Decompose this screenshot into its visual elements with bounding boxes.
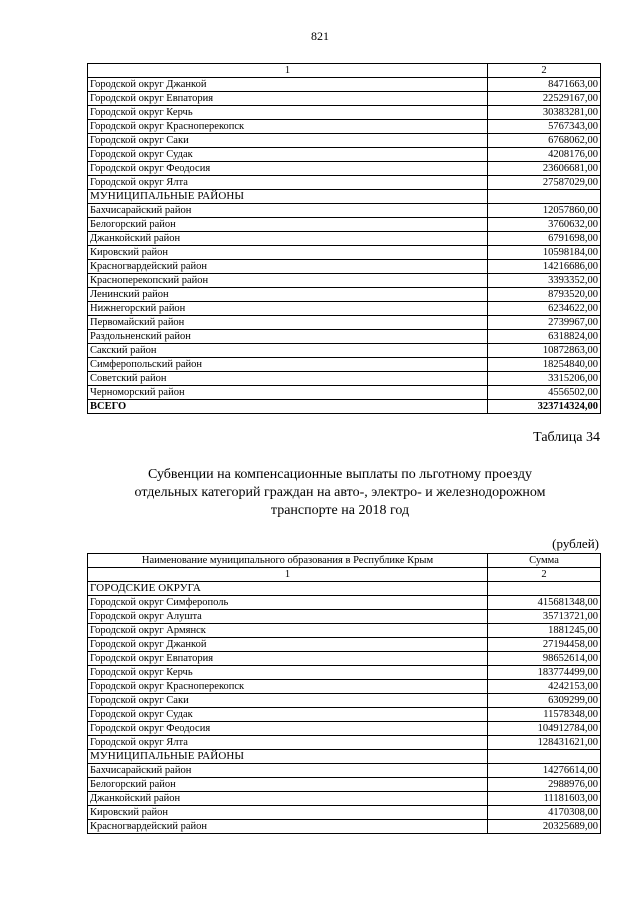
row-value: 128431621,00 xyxy=(488,736,601,750)
table-row xyxy=(88,148,601,162)
row-name: Городской округ Симферополь xyxy=(88,596,488,610)
row-value xyxy=(488,582,601,596)
row-value: 30383281,00 xyxy=(488,106,601,120)
row-value: 12057860,00 xyxy=(488,204,601,218)
row-name: Городской округ Саки xyxy=(88,694,488,708)
row-name: Городской округ Саки xyxy=(88,134,488,148)
currency-unit: (рублей) xyxy=(552,536,599,551)
table-row xyxy=(88,680,601,694)
table-row xyxy=(88,358,601,372)
table-row xyxy=(88,596,601,610)
section-header-row xyxy=(88,190,601,204)
column-header-sum: Сумма xyxy=(488,554,601,568)
table-column-numbers-row xyxy=(88,568,601,582)
row-name: Нижнегорский район xyxy=(88,302,488,316)
table-row xyxy=(88,694,601,708)
row-value: 4242153,00 xyxy=(488,680,601,694)
row-name: Красногвардейский район xyxy=(88,820,488,834)
table-row xyxy=(88,106,601,120)
row-name: Городской округ Судак xyxy=(88,708,488,722)
row-value: 6234622,00 xyxy=(488,302,601,316)
row-name: Сакский район xyxy=(88,344,488,358)
table-row xyxy=(88,288,601,302)
row-value: 22529167,00 xyxy=(488,92,601,106)
table-row xyxy=(88,722,601,736)
section-header-row xyxy=(88,750,601,764)
row-value: 1881245,00 xyxy=(488,624,601,638)
row-value: 183774499,00 xyxy=(488,666,601,680)
row-value: 104912784,00 xyxy=(488,722,601,736)
row-name: Городской округ Красноперекопск xyxy=(88,120,488,134)
row-value xyxy=(488,190,601,204)
table-row xyxy=(88,820,601,834)
table-row xyxy=(88,736,601,750)
row-value: 323714324,00 xyxy=(488,400,601,414)
row-value: 35713721,00 xyxy=(488,610,601,624)
row-value: 98652614,00 xyxy=(488,652,601,666)
row-name: Белогорский район xyxy=(88,218,488,232)
row-value: 4170308,00 xyxy=(488,806,601,820)
row-name: Советский район xyxy=(88,372,488,386)
row-name: Городской округ Ялта xyxy=(88,176,488,190)
table-row xyxy=(88,806,601,820)
row-value: 3760632,00 xyxy=(488,218,601,232)
row-value: 23606681,00 xyxy=(488,162,601,176)
row-name: Городской округ Судак xyxy=(88,148,488,162)
table-row xyxy=(88,316,601,330)
row-value: 6791698,00 xyxy=(488,232,601,246)
row-value: 14216686,00 xyxy=(488,260,601,274)
table-row xyxy=(88,274,601,288)
row-name: Черноморский район xyxy=(88,386,488,400)
row-name: Джанкойский район xyxy=(88,792,488,806)
page-number: 821 xyxy=(311,29,329,43)
row-name: Городской округ Армянск xyxy=(88,624,488,638)
row-name: Городской округ Евпатория xyxy=(88,652,488,666)
row-value: 27587029,00 xyxy=(488,176,601,190)
section-header-row xyxy=(88,582,601,596)
table-row xyxy=(88,372,601,386)
table-column-numbers-row xyxy=(88,64,601,78)
table-continued xyxy=(87,63,601,414)
table-row xyxy=(88,764,601,778)
table-row xyxy=(88,302,601,316)
table-row xyxy=(88,176,601,190)
row-name: Городской округ Феодосия xyxy=(88,162,488,176)
subventions-table xyxy=(87,553,601,834)
row-value: 6768062,00 xyxy=(488,134,601,148)
column-number-2: 2 xyxy=(488,64,601,78)
row-value: 6318824,00 xyxy=(488,330,601,344)
row-name: Джанкойский район xyxy=(88,232,488,246)
row-name: Первомайский район xyxy=(88,316,488,330)
table-row xyxy=(88,162,601,176)
table-row xyxy=(88,120,601,134)
table-row xyxy=(88,638,601,652)
title-line: транспорте на 2018 год xyxy=(270,503,410,518)
row-name: Городской округ Евпатория xyxy=(88,92,488,106)
row-name: МУНИЦИПАЛЬНЫЕ РАЙОНЫ xyxy=(88,750,488,764)
row-value: 6309299,00 xyxy=(488,694,601,708)
row-value xyxy=(488,750,601,764)
table-row xyxy=(88,778,601,792)
title-line: Субвенции на компенсационные выплаты по льготному проезду xyxy=(147,467,532,482)
row-name: Кировский район xyxy=(88,246,488,260)
row-name: Городской округ Джанкой xyxy=(88,78,488,92)
table-row xyxy=(88,344,601,358)
column-number-1: 1 xyxy=(88,568,488,582)
table-row xyxy=(88,330,601,344)
table-row xyxy=(88,78,601,92)
table-row xyxy=(88,92,601,106)
row-name: Бахчисарайский район xyxy=(88,204,488,218)
row-value: 18254840,00 xyxy=(488,358,601,372)
row-value: 8793520,00 xyxy=(488,288,601,302)
table-row xyxy=(88,218,601,232)
row-value: 11578348,00 xyxy=(488,708,601,722)
row-name: Городской округ Ялта xyxy=(88,736,488,750)
row-value: 8471663,00 xyxy=(488,78,601,92)
column-number-2: 2 xyxy=(488,568,601,582)
row-name: Симферопольский район xyxy=(88,358,488,372)
table-row xyxy=(88,386,601,400)
row-name: Городской округ Алушта xyxy=(88,610,488,624)
table-row xyxy=(88,624,601,638)
row-value: 11181603,00 xyxy=(488,792,601,806)
row-name: Бахчисарайский район xyxy=(88,764,488,778)
row-value: 3315206,00 xyxy=(488,372,601,386)
row-value: 10872863,00 xyxy=(488,344,601,358)
row-value: 14276614,00 xyxy=(488,764,601,778)
column-number-1: 1 xyxy=(88,64,488,78)
table-row xyxy=(88,232,601,246)
row-value: 27194458,00 xyxy=(488,638,601,652)
row-value: 4556502,00 xyxy=(488,386,601,400)
table-row xyxy=(88,610,601,624)
row-name: Городской округ Джанкой xyxy=(88,638,488,652)
table-title xyxy=(80,466,600,520)
table-row xyxy=(88,666,601,680)
row-value: 3393352,00 xyxy=(488,274,601,288)
table-header-row xyxy=(88,554,601,568)
row-name: Красногвардейский район xyxy=(88,260,488,274)
title-line: отдельных категорий граждан на авто-, электро- и железнодорожном xyxy=(134,485,546,500)
row-value: 5767343,00 xyxy=(488,120,601,134)
row-value: 20325689,00 xyxy=(488,820,601,834)
table-row xyxy=(88,708,601,722)
table-row xyxy=(88,134,601,148)
table-row xyxy=(88,260,601,274)
row-name: Городской округ Керчь xyxy=(88,106,488,120)
row-name: Городской округ Красноперекопск xyxy=(88,680,488,694)
table-row xyxy=(88,204,601,218)
row-name: Кировский район xyxy=(88,806,488,820)
row-name: Белогорский район xyxy=(88,778,488,792)
table-row xyxy=(88,792,601,806)
row-name: Раздольненский район xyxy=(88,330,488,344)
table-label: Таблица 34 xyxy=(533,430,600,445)
row-name: Ленинский район xyxy=(88,288,488,302)
total-row xyxy=(88,400,601,414)
row-name: Городской округ Керчь xyxy=(88,666,488,680)
row-name: Городской округ Феодосия xyxy=(88,722,488,736)
row-name: МУНИЦИПАЛЬНЫЕ РАЙОНЫ xyxy=(88,190,488,204)
row-value: 415681348,00 xyxy=(488,596,601,610)
row-name: Красноперекопский район xyxy=(88,274,488,288)
row-value: 2988976,00 xyxy=(488,778,601,792)
row-value: 4208176,00 xyxy=(488,148,601,162)
row-value: 2739967,00 xyxy=(488,316,601,330)
row-name: ГОРОДСКИЕ ОКРУГА xyxy=(88,582,488,596)
row-name: ВСЕГО xyxy=(88,400,488,414)
table-row xyxy=(88,652,601,666)
table-row xyxy=(88,246,601,260)
column-header-name: Наименование муниципального образования в Республике Крым xyxy=(88,554,488,568)
row-value: 10598184,00 xyxy=(488,246,601,260)
